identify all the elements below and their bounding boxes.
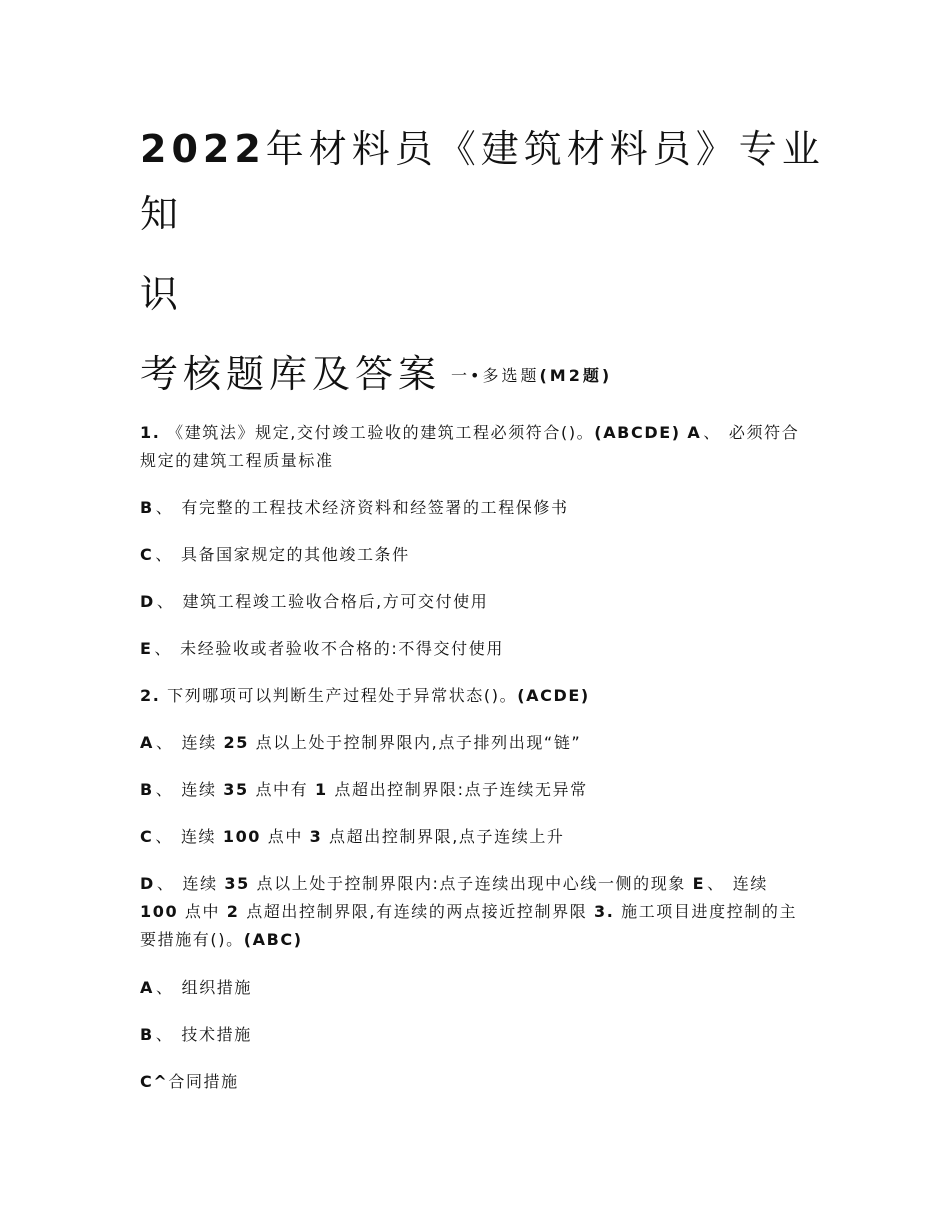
question-answer: (ABC): [243, 930, 303, 949]
option-3-c: [140, 1068, 805, 1096]
option-separator: 、: [707, 874, 725, 893]
option-text: 点超出控制界限,点子连续上升: [329, 827, 565, 846]
option-separator: 、: [155, 978, 174, 997]
option-text: 技术措施: [181, 1025, 252, 1044]
option-text: 具备国家规定的其他竣工条件: [180, 545, 410, 564]
option-number: 35: [224, 874, 250, 893]
option-letter: A: [687, 423, 702, 442]
option-letter: A: [140, 978, 154, 997]
document-title-line-3: 识: [140, 272, 184, 316]
option-separator: 、: [155, 545, 173, 564]
option-2-b: [140, 776, 805, 804]
option-letter: D: [140, 592, 155, 611]
option-number: 2: [226, 902, 240, 921]
option-number: 100: [222, 827, 262, 846]
option-separator: 、: [155, 1025, 174, 1044]
option-separator: 、: [156, 874, 175, 893]
option-text: 点中: [184, 902, 221, 921]
option-text: 点中有: [255, 780, 309, 799]
option-letter: A: [140, 733, 154, 752]
option-text: 合同措施: [168, 1072, 239, 1091]
option-letter: B: [140, 1025, 154, 1044]
option-text: 连续: [181, 733, 217, 752]
option-separator: 、: [156, 592, 175, 611]
option-number: 1: [314, 780, 328, 799]
question-text: 《建筑法》规定,交付竣工验收的建筑工程必须符合()。: [167, 423, 595, 442]
question-2: [140, 682, 805, 710]
option-1-c: [140, 541, 805, 569]
option-separator: 、: [703, 423, 721, 442]
option-separator: 、: [155, 733, 174, 752]
section-prefix: 一•多选题: [451, 366, 540, 385]
option-separator: 、: [155, 827, 173, 846]
option-number: 100: [140, 902, 179, 921]
section-heading: [451, 366, 612, 385]
option-2-a: [140, 729, 805, 757]
option-separator: 、: [154, 639, 173, 658]
option-text: 连续: [732, 874, 768, 893]
question-answer: (ACDE): [517, 686, 590, 705]
option-1-e: [140, 635, 805, 663]
option-text: 点中: [267, 827, 303, 846]
option-letter: E: [140, 639, 153, 658]
option-letter: C: [140, 545, 154, 564]
option-1-b: [140, 494, 805, 522]
option-letter: D: [140, 874, 155, 893]
question-number: 3.: [593, 902, 615, 921]
title-text-end: 考核题库及答案: [140, 352, 442, 396]
option-text: 点以上处于控制界限内:点子连续出现中心线一侧的现象: [256, 874, 686, 893]
option-text: 未经验收或者验收不合格的:不得交付使用: [180, 639, 504, 658]
option-text: 点超出控制界限,有连续的两点接近控制界限: [246, 902, 588, 921]
option-2-c: [140, 823, 805, 851]
option-3-b: [140, 1021, 805, 1049]
option-1-d: [140, 588, 805, 616]
option-text: 组织措施: [181, 978, 252, 997]
question-text: 施工项目进度控制的主要措施有()。: [140, 902, 798, 949]
option-text: 连续: [181, 780, 217, 799]
option-3-a: [140, 974, 805, 1002]
title-text: 年材料员《建筑材料员》专业: [265, 127, 825, 171]
title-year: 2022: [140, 127, 266, 171]
option-letter: B: [140, 780, 154, 799]
option-letter: C: [140, 827, 154, 846]
option-letter: C^: [140, 1072, 169, 1091]
question-text: 下列哪项可以判断生产过程处于异常状态()。: [167, 686, 518, 705]
option-text: 连续: [180, 827, 217, 846]
option-separator: 、: [155, 780, 174, 799]
option-text: 连续: [182, 874, 218, 893]
option-letter: E: [692, 874, 706, 893]
document-title-line-2: 知: [140, 192, 184, 236]
section-count: (M2题): [539, 366, 613, 385]
option-text: 点超出控制界限:点子连续无异常: [334, 780, 588, 799]
option-number: 3: [309, 827, 323, 846]
option-separator: 、: [155, 498, 174, 517]
option-letter: B: [140, 498, 154, 517]
document-title-line-1: [140, 127, 825, 171]
question-number: 1.: [140, 423, 161, 442]
option-number: 35: [223, 780, 249, 799]
question-number: 2.: [140, 686, 161, 705]
option-number: 25: [223, 733, 249, 752]
document-title-line-4: [140, 352, 613, 396]
question-answer: (ABCDE): [594, 423, 681, 442]
option-text: 点以上处于控制界限内,点子排列出现“链”: [255, 733, 582, 752]
option-text: 有完整的工程技术经济资料和经签署的工程保修书: [181, 498, 569, 517]
option-text: 必须符合规定的建筑工程质量标准: [140, 423, 800, 470]
option-2-d-e-question-3: [140, 870, 805, 954]
question-1: [140, 419, 805, 475]
option-text: 建筑工程竣工验收合格后,方可交付使用: [182, 592, 489, 611]
